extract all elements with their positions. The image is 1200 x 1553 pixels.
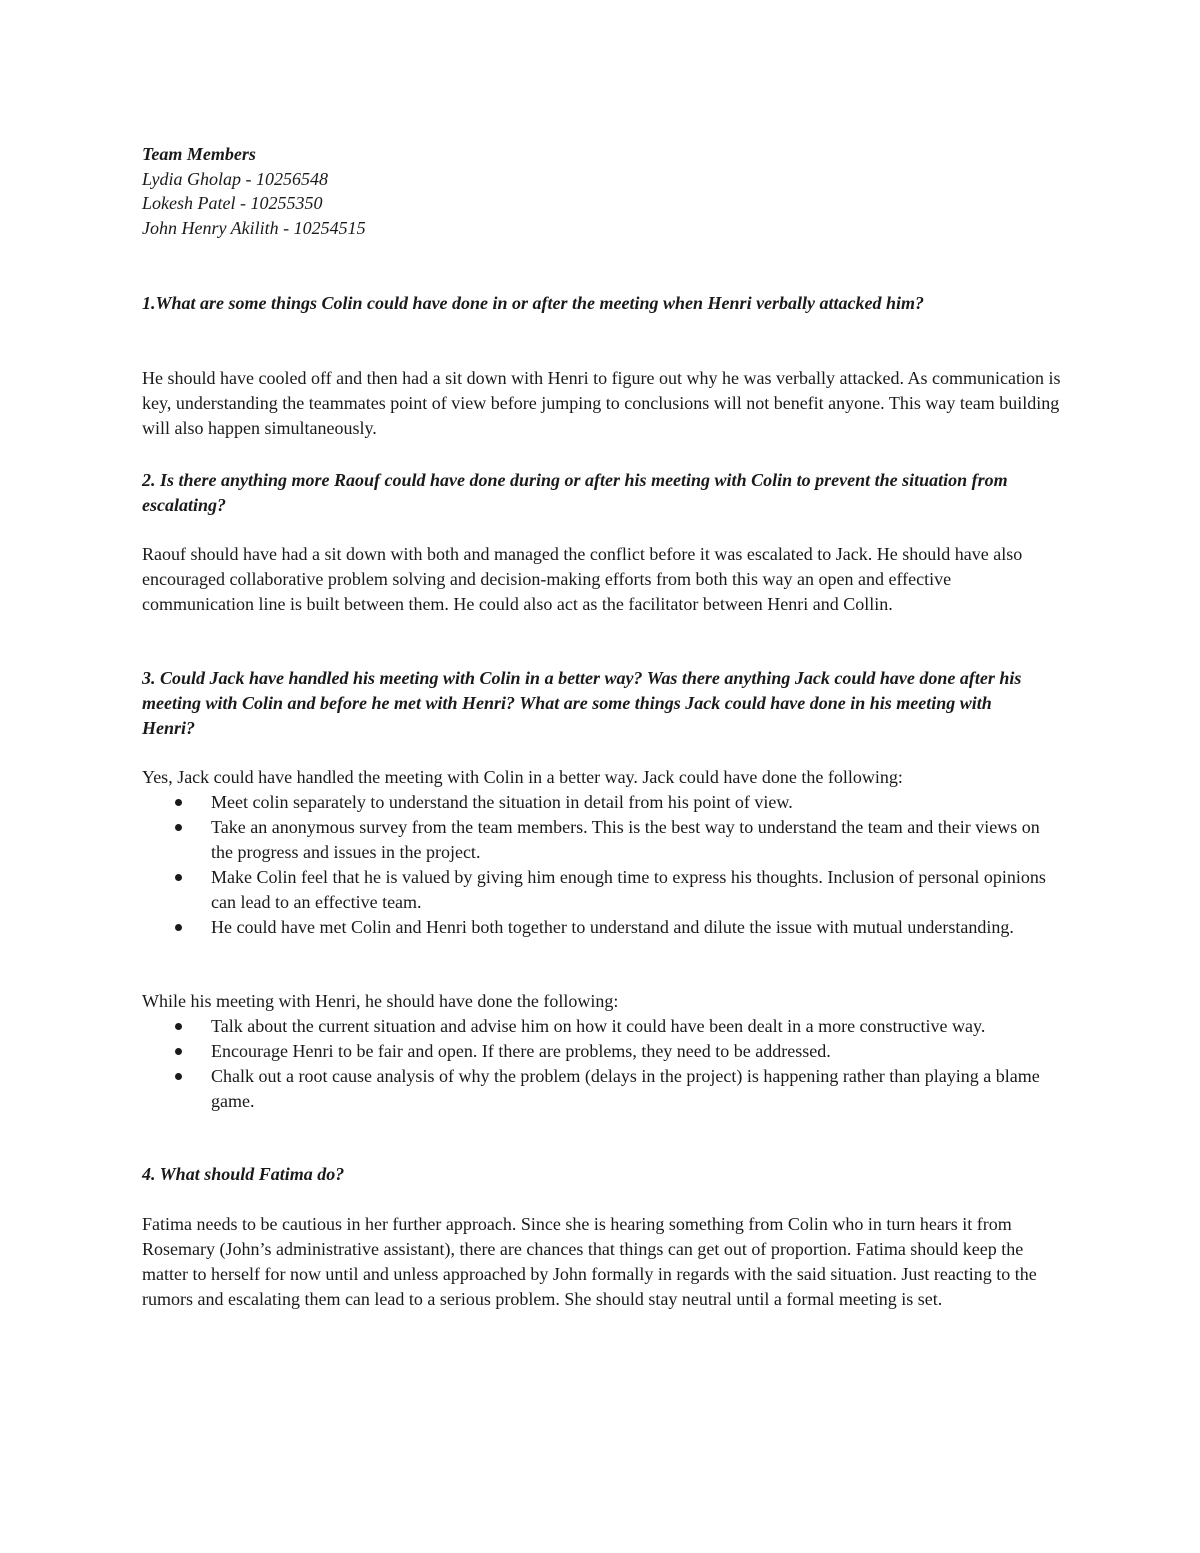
list-item — [142, 915, 1062, 940]
answer-1: He should have cooled off and then had a sit down with Henri to figure out why he was verbally attacked. As communication is key, understanding the teammates point of view before jumping to conclusions will not benefit anyone. This way team building will also happen simultaneously. — [142, 368, 1061, 438]
bullet-icon — [175, 874, 182, 881]
question-3: 3. Could Jack have handled his meeting with Colin in a better way? Was there anything Jack could have done after his meeting with Colin and before he met with Henri? What are some things Jack could have done in his meeting with Henri? — [142, 668, 1022, 738]
answer-3-part-1 — [142, 765, 1062, 940]
team-member: John Henry Akilith - 10254515 — [142, 217, 366, 238]
list-item — [142, 1014, 1062, 1039]
list-item-text: Make Colin feel that he is valued by giving him enough time to express his thoughts. Inclusion of personal opinions can lead to an effective team. — [211, 867, 1046, 912]
bullet-list-colin — [142, 790, 1062, 940]
bullet-icon — [175, 1073, 182, 1080]
list-item-text: He could have met Colin and Henri both together to understand and dilute the issue with mutual understanding. — [211, 917, 1014, 937]
bullet-icon — [175, 924, 182, 931]
list-item-text: Take an anonymous survey from the team members. This is the best way to understand the team and their views on the progress and issues in the project. — [211, 817, 1040, 862]
bullet-icon — [175, 1023, 182, 1030]
team-member: Lokesh Patel - 10255350 — [142, 193, 323, 213]
document-page — [142, 142, 1062, 1309]
list-item — [142, 790, 1062, 815]
list-item-text: Encourage Henri to be fair and open. If there are problems, they need to be addressed. — [211, 1041, 831, 1061]
list-item-text: Chalk out a root cause analysis of why the problem (delays in the project) is happening rather than playing a blame game. — [211, 1066, 1040, 1111]
bullet-icon — [175, 824, 182, 831]
bullet-list-henri — [142, 1014, 1062, 1114]
bullet-icon — [175, 1048, 182, 1055]
list-item-text: Meet colin separately to understand the situation in detail from his point of view. — [211, 792, 793, 812]
question-1: 1.What are some things Colin could have done in or after the meeting when Henri verbally attacked him? — [142, 293, 925, 313]
list-item — [142, 815, 1062, 865]
list-item — [142, 865, 1062, 915]
team-member: Lydia Gholap - 10256548 — [142, 168, 328, 189]
list-item — [142, 1064, 1062, 1114]
list-item — [142, 1039, 1062, 1064]
list-item-text: Talk about the current situation and advise him on how it could have been dealt in a more constructive way. — [211, 1016, 986, 1036]
answer-2: Raouf should have had a sit down with both and managed the conflict before it was escalated to Jack. He should have also encouraged collaborative problem solving and decision-making efforts from both this way an open and effective communication line is built between them. He could also act as the facilitator between Henri and Collin. — [142, 544, 1023, 614]
bullet-icon — [175, 799, 182, 806]
question-2: 2. Is there anything more Raouf could have done during or after his meeting with Colin to prevent the situation from escalating? — [142, 470, 1008, 515]
answer-3-intro-2: While his meeting with Henri, he should have done the following: — [142, 991, 619, 1011]
team-members-heading: Team Members — [142, 144, 256, 164]
question-4: 4. What should Fatima do? — [142, 1164, 345, 1184]
answer-3-intro: Yes, Jack could have handled the meeting with Colin in a better way. Jack could have done the following: — [142, 767, 903, 787]
answer-3-part-2 — [142, 989, 1062, 1114]
team-members-block — [142, 142, 1062, 240]
answer-4: Fatima needs to be cautious in her further approach. Since she is hearing something from Colin who in turn hears it from Rosemary (John’s administrative assistant), there are chances that things can get out of proportion. Fatima should keep the matter to herself for now until and unless approached by John formally in regards with the said situation. Just reacting to the rumors and escalating them can lead to a serious problem. She should stay neutral until a formal meeting is set. — [142, 1214, 1037, 1309]
